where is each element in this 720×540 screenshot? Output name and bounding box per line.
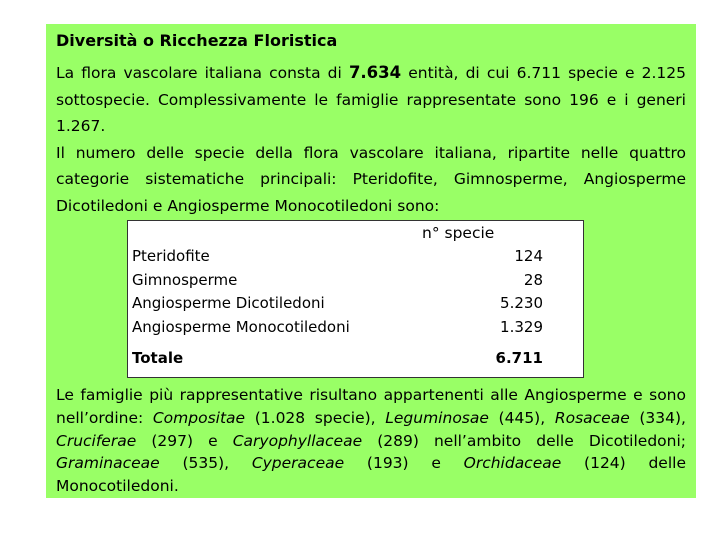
table-header-species-count: n° specie [422,224,495,242]
species-table [127,220,584,378]
closing-text: (334), [629,408,686,427]
closing-text: (445), [488,408,555,427]
total-label: Totale [132,349,184,367]
family-name: Rosaceae [554,408,630,427]
closing-text: (124) delle Monocotiledoni. [56,454,686,496]
closing-text: (289) nell’ambito delle Dicotiledoni; [362,431,686,450]
family-name: Cruciferae [56,431,137,450]
species-count-column [500,245,543,339]
slide-title: Diversità o Ricchezza Floristica [56,31,338,50]
category-name: Pteridofite [132,247,210,265]
total-value: 6.711 [495,349,543,367]
family-name: Orchidaceae [463,454,562,473]
closing-text: (193) e [344,454,464,473]
species-count: 28 [523,270,543,289]
closing-text: (535), [159,454,252,473]
intro-paragraph-1 [56,60,686,140]
closing-paragraph [56,384,686,498]
family-name: Compositae [152,408,246,427]
category-name: Angiosperme Dicotiledoni [132,294,325,312]
closing-text: Le famiglie più rappresentative risultano appartenenti alle Angiosperme e sono nell’ordine: [56,386,686,427]
species-count: 124 [514,247,543,265]
intro-text-part-1: La flora vascolare italiana consta di [56,64,349,82]
family-name: Leguminosae [385,408,489,427]
category-name: Angiosperme Monocotiledoni [132,317,350,336]
closing-text: (1.028 specie), [245,408,386,427]
intro-text-part-2: entità, di cui 6.711 specie e 2.125 sottospecie. Complessivamente le famiglie rappresentate sono 196 e i generi 1.267. [56,64,686,135]
species-count: 5.230 [500,294,543,312]
family-name: Cyperaceae [251,454,345,473]
family-name: Graminaceae [56,454,160,473]
intro-text [56,60,686,219]
intro-paragraph-2: Il numero delle specie della flora vascolare italiana, ripartite nelle quattro categorie sistematiche principali: Pteridofite, Gimnosperme, Angiosperme Dicotiledoni e Angiosperme Monocotiledoni sono: [56,143,686,215]
slide-panel [46,24,696,498]
species-count: 1.329 [500,317,543,336]
family-name: Caryophyllaceae [232,431,363,450]
closing-text: (297) e [136,431,233,450]
category-names-column [132,245,350,339]
total-entities-value: 7.634 [348,63,402,82]
category-name: Gimnosperme [132,270,238,289]
